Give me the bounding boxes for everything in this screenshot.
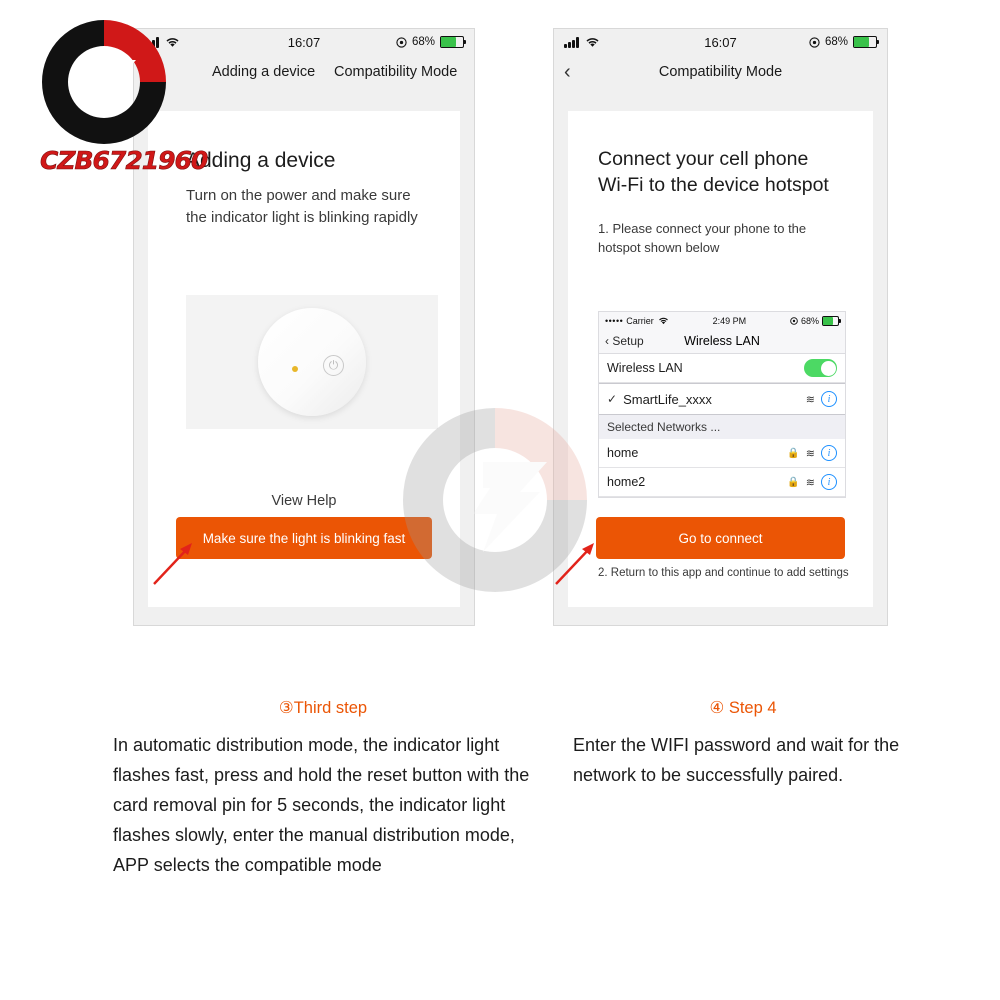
lock-icon: 🔒: [787, 447, 800, 459]
battery-percent: 68%: [411, 36, 435, 48]
instruction-step-2: 2. Return to this app and continue to add settings: [598, 567, 849, 579]
alarm-icon: [396, 37, 407, 48]
wifi-settings-screenshot: [598, 311, 846, 498]
screenshot-back-label: Setup: [612, 334, 644, 348]
network-row-home2[interactable]: [599, 468, 845, 497]
screenshot-clock: 2:49 PM: [712, 315, 747, 326]
phone-mockup-right: [553, 28, 888, 626]
pointer-arrow-right: [550, 540, 600, 588]
caption-block-step-3: [113, 698, 533, 880]
smart-device-illustration: [186, 295, 438, 429]
status-bar-right: [554, 29, 887, 55]
screenshot-nav-title: Wireless LAN: [684, 334, 760, 348]
wifi-icon: [658, 317, 669, 325]
battery-icon: [853, 36, 877, 48]
led-dot-indicator: [292, 366, 298, 372]
screenshot-battery-percent: 68%: [800, 315, 819, 326]
nav-title-compatibility-mode: Compatibility Mode: [334, 64, 458, 80]
status-right-group: [355, 36, 464, 48]
info-icon[interactable]: i: [821, 445, 837, 461]
nav-title-adding-a-device: Adding a device: [212, 64, 316, 80]
network-name-smartlife: SmartLife_xxxx: [623, 391, 712, 407]
czb-logo-icon: [40, 18, 168, 146]
instruction-step-1: 1. Please connect your phone to the hotspot shown below: [598, 221, 807, 255]
wifi-icon: [585, 37, 600, 48]
wifi-icon: ≋: [805, 393, 815, 406]
view-help-link[interactable]: View Help: [271, 493, 337, 509]
lock-icon: 🔒: [787, 476, 800, 488]
network-name-home2: home2: [607, 475, 646, 489]
status-left-group: [564, 37, 670, 48]
back-chevron-icon[interactable]: ‹: [564, 61, 571, 83]
wireless-lan-label: Wireless LAN: [607, 361, 683, 375]
power-icon: ⏻: [323, 355, 344, 376]
info-icon[interactable]: i: [821, 474, 837, 490]
battery-icon: [440, 36, 464, 48]
brand-logo: [40, 18, 208, 188]
wireless-lan-toggle-row[interactable]: [599, 354, 845, 383]
pointer-arrow-left: [148, 540, 198, 588]
network-row-home[interactable]: [599, 439, 845, 468]
page-subtitle: Turn on the power and make sure the indicator light is blinking rapidly: [186, 187, 418, 226]
caption-text: Enter the WIFI password and wait for the network to be successfully paired.: [573, 735, 900, 786]
page-title: Connect your cell phone Wi-Fi to the device hotspot: [598, 148, 829, 196]
alarm-icon: [790, 317, 798, 325]
alarm-icon: [809, 37, 820, 48]
selected-networks-section-header: Selected Networks ...: [599, 415, 845, 439]
check-icon: ✓: [607, 392, 618, 406]
page-title: Adding a device: [186, 149, 336, 172]
screenshot-carrier: Carrier: [626, 315, 654, 326]
battery-icon: [822, 316, 839, 326]
battery-percent: 68%: [824, 36, 848, 48]
signal-bars-icon: [564, 37, 579, 48]
blinking-fast-confirm-button[interactable]: Make sure the light is blinking fast: [176, 517, 432, 559]
content-card-right: [568, 111, 873, 607]
status-clock: 16:07: [287, 34, 321, 50]
wifi-icon: ≋: [805, 447, 815, 460]
caption-block-step-4: [573, 698, 913, 790]
go-to-connect-button[interactable]: Go to connect: [596, 517, 845, 559]
wifi-icon: ≋: [805, 476, 815, 489]
screenshot-status-bar: [599, 312, 845, 329]
caption-text: In automatic distribution mode, the indicator light flashes fast, press and hold the reset button with the card removal pin for 5 seconds, the indicator light flashes slowly, enter the manual distribution mode, APP selects the compatible mode: [113, 735, 530, 876]
status-right-group: [771, 36, 877, 48]
nav-bar-right: [554, 55, 887, 89]
caption-heading: ④ Step 4: [709, 699, 777, 717]
caption-heading: ③Third step: [278, 699, 368, 717]
brand-logo-text: CZB6721960: [40, 146, 208, 175]
screenshot-back-button[interactable]: ‹ Setup: [605, 334, 644, 348]
screenshot-signal-dots: •••••: [605, 315, 624, 326]
info-icon[interactable]: i: [821, 391, 837, 407]
network-name-home: home: [607, 446, 639, 460]
device-body: [258, 308, 366, 416]
status-clock: 16:07: [704, 34, 737, 50]
screenshot-nav-bar: [599, 329, 845, 354]
wireless-lan-toggle[interactable]: [804, 359, 837, 377]
nav-title-compatibility-mode: Compatibility Mode: [658, 64, 783, 80]
network-row-smartlife[interactable]: [598, 383, 846, 415]
